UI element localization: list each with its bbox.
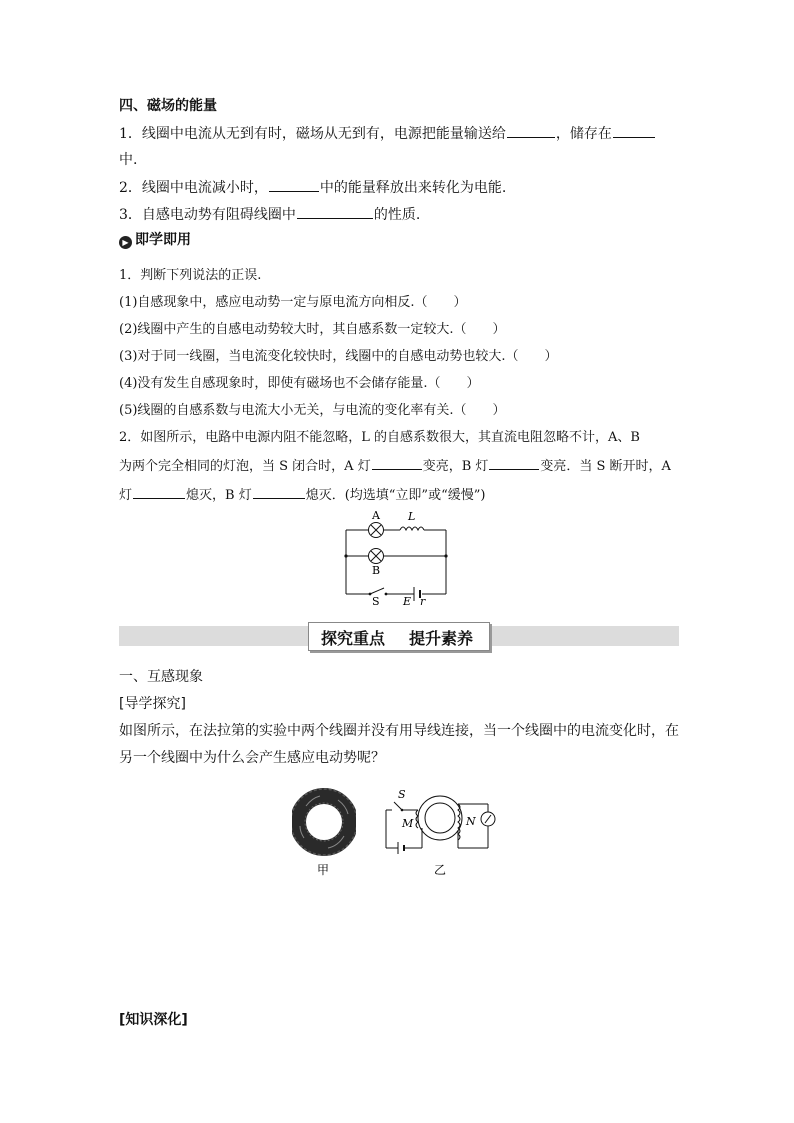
banner-right-title: 提升素养 [409, 629, 474, 648]
q1-item-1: (1)自感现象中，感应电动势一定与原电流方向相反.（ ） [119, 295, 467, 310]
part1-heading: 一、互感现象 [119, 669, 203, 685]
label-emf: E [403, 595, 412, 606]
label-lamp-a: A [372, 509, 380, 522]
figure-yi-mutual-induction [384, 784, 502, 878]
coil-n [458, 804, 460, 840]
fill-line-2 [119, 177, 506, 198]
q1-item-5: (5)线圈的自感系数与电流大小无关，与电流的变化率有关.（ ） [119, 403, 506, 418]
guide-paragraph-line-2: 另一个线圈中为什么会产生感应电动势呢？ [119, 750, 385, 766]
figure-yi-label: 乙 [434, 863, 447, 877]
q2-line-1: 2．如图所示，电路中电源内阻不能忽略，L 的自感系数很大，其直流电阻忽略不计，A、B [119, 430, 640, 445]
q2-line-2-a: 为两个完全相同的灯泡，当 S 闭合时，A 灯 [119, 459, 371, 474]
answer-blank-2[interactable] [613, 123, 655, 138]
jixue-heading-text: 即学即用 [135, 232, 191, 248]
inductor-coil [400, 527, 424, 530]
answer-blank-3[interactable] [269, 177, 319, 192]
q2-line-2-c: 变亮．当 S 断开时，A [540, 459, 671, 474]
q2-line-3 [119, 484, 485, 506]
figure-jia-iron-ring [292, 786, 356, 878]
answer-blank-a-on[interactable] [372, 455, 422, 470]
figure-yi-coil-n-label: N [466, 815, 476, 828]
answer-blank-b-on[interactable] [489, 455, 539, 470]
jixue-heading [119, 230, 191, 250]
q1-item-3: (3)对于同一线圈，当电流变化较快时，线圈中的自感电动势也较大.（ ） [119, 349, 558, 364]
fill-line-1-cont: 中. [119, 152, 138, 168]
lamp-a [369, 523, 384, 538]
section-banner [308, 622, 490, 651]
fill-line-1-text-a: 1．线圈中电流从无到有时，磁场从无到有，电源把能量输送给 [119, 126, 506, 142]
fill-line-2-text-a: 2．线圈中电流减小时， [119, 180, 268, 196]
q2-line-2-b: 变亮，B 灯 [422, 459, 489, 474]
q1-item-4: (4)没有发生自感现象时，即使有磁场也不会储存能量.（ ） [119, 376, 480, 391]
q2-line-3-b: 熄灭，B 灯 [186, 488, 252, 503]
lamp-b [369, 549, 384, 564]
figure-jia-label: 甲 [317, 863, 330, 877]
answer-blank-b-off[interactable] [253, 484, 305, 499]
fill-line-1 [119, 123, 656, 144]
fill-line-3 [119, 204, 420, 225]
guide-heading: [导学探究] [119, 696, 186, 712]
q1-item-2: (2)线圈中产生的自感电动势较大时，其自感系数一定较大.（ ） [119, 322, 506, 337]
fill-line-1-text-b: ，储存在 [555, 126, 612, 142]
label-switch: S [372, 595, 380, 606]
guide-paragraph-line-1: 如图所示，在法拉第的实验中两个线圈并没有用导线连接，当一个线圈中的电流变化时，在 [119, 723, 679, 739]
knowledge-heading: [知识深化] [119, 1012, 188, 1028]
play-icon: ▶ [119, 236, 132, 249]
banner-left-title: 探究重点 [321, 629, 386, 648]
q1-stem: 1．判断下列说法的正误. [119, 268, 262, 283]
circuit-diagram-1 [340, 508, 455, 606]
fill-line-3-text-b: 的性质. [373, 207, 421, 223]
q2-line-3-a: 灯 [119, 488, 133, 503]
label-inductor: L [408, 510, 416, 523]
figure-yi-coil-m-label: M [402, 817, 414, 830]
fill-line-3-text-a: 3．自感电动势有阻碍线圈中 [119, 207, 296, 223]
label-internal-resistance: r [420, 595, 426, 606]
label-lamp-b: B [372, 564, 381, 577]
answer-blank-1[interactable] [507, 123, 555, 138]
q2-line-2 [119, 455, 671, 477]
answer-blank-4[interactable] [297, 204, 373, 219]
answer-blank-a-off[interactable] [133, 484, 185, 499]
q2-line-3-c: 熄灭．(均选填“立即”或“缓慢”) [305, 488, 486, 503]
figure-yi-switch-label: S [398, 788, 406, 801]
fill-line-2-text-b: 中的能量释放出来转化为电能. [319, 180, 507, 196]
section-heading-magnetic-energy: 四、磁场的能量 [119, 98, 217, 114]
